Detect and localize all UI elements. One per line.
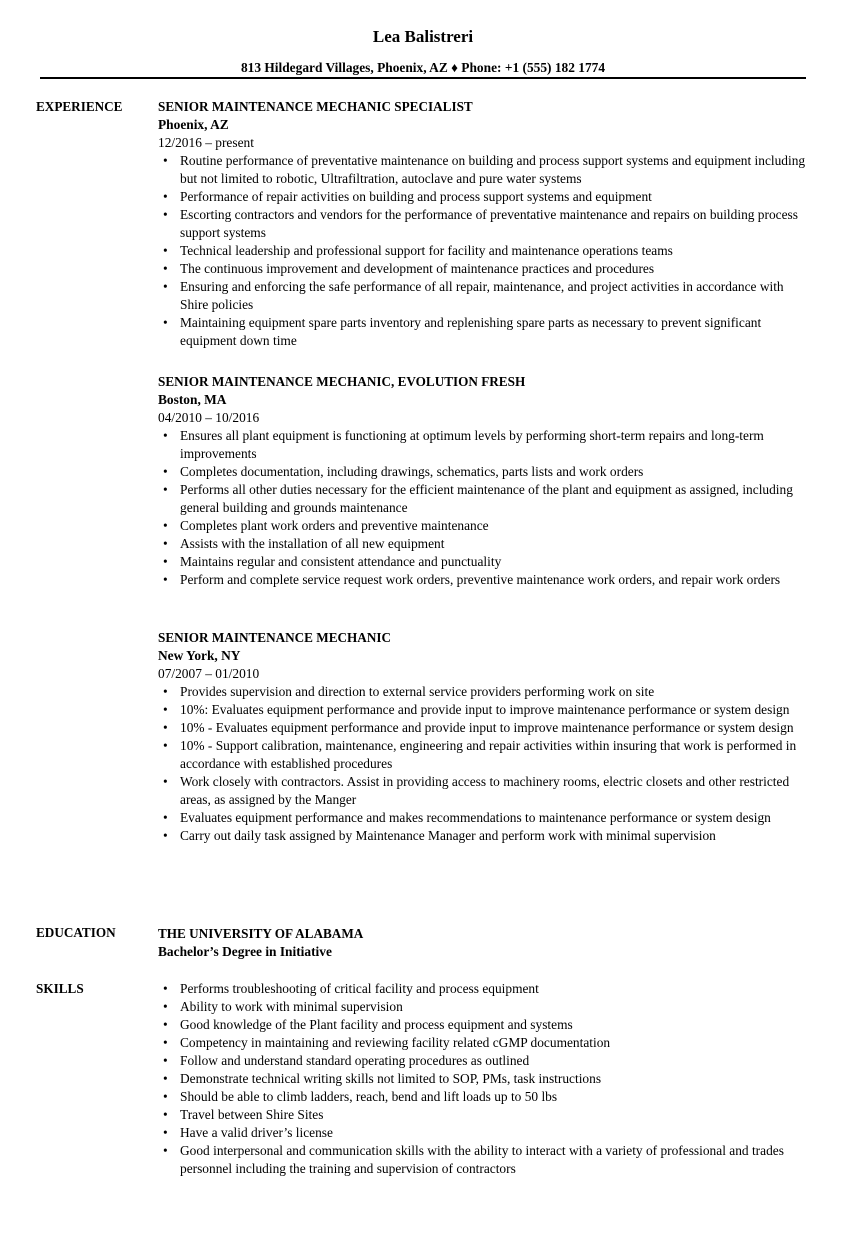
education-section-label: EDUCATION [36,925,116,940]
list-item: • Performance of repair activities on building and process support systems and equipment [158,188,808,206]
list-item: • Perform and complete service request work orders, preventive maintenance work orders, and repair work orders [158,571,808,589]
job-duties-list [158,427,808,589]
job-duties-list [158,152,808,350]
list-item: • 10%: Evaluates equipment performance and provide input to improve maintenance performance or system design [158,701,808,719]
job-dates: 07/2007 – 01/2010 [158,666,260,681]
list-item: • Escorting contractors and vendors for the performance of preventative maintenance and repairs on building process support systems [158,206,808,242]
list-item: • Work closely with contractors. Assist in providing access to machinery rooms, electric closets and other restricted areas, as assigned by the Manger [158,773,808,809]
list-item: • Demonstrate technical writing skills not limited to SOP, PMs, task instructions [158,1070,808,1088]
list-item: • Should be able to climb ladders, reach, bend and lift loads up to 50 lbs [158,1088,808,1106]
list-item: • Completes plant work orders and preventive maintenance [158,517,808,535]
skills-entry [158,980,808,1178]
header-divider [40,77,806,79]
contact-line: 813 Hildegard Villages, Phoenix, AZ ♦ Phone: +1 (555) 182 1774 [240,60,606,75]
school-name: THE UNIVERSITY OF ALABAMA [158,926,364,941]
experience-section-label: EXPERIENCE [36,99,123,114]
job-title: SENIOR MAINTENANCE MECHANIC SPECIALIST [158,99,473,114]
list-item: • Maintaining equipment spare parts inventory and replenishing spare parts as necessary to prevent significant equipment down time [158,314,808,350]
job-dates: 12/2016 – present [158,135,254,150]
job-title: SENIOR MAINTENANCE MECHANIC [158,630,391,645]
list-item: • Performs troubleshooting of critical facility and process equipment [158,980,808,998]
list-item: • Have a valid driver’s license [158,1124,808,1142]
list-item: • Carry out daily task assigned by Maintenance Manager and perform work with minimal supervision [158,827,808,845]
list-item: • Ensuring and enforcing the safe performance of all repair, maintenance, and project activities in accordance with Shire policies [158,278,808,314]
job-entry [158,98,808,350]
job-location: New York, NY [158,648,241,663]
list-item: • Evaluates equipment performance and makes recommendations to maintenance performance or system design [158,809,808,827]
list-item: • Provides supervision and direction to external service providers performing work on site [158,683,808,701]
degree: Bachelor’s Degree in Initiative [158,944,332,959]
job-title: SENIOR MAINTENANCE MECHANIC, EVOLUTION FRESH [158,374,526,389]
list-item: • Travel between Shire Sites [158,1106,808,1124]
list-item: • Competency in maintaining and reviewing facility related cGMP documentation [158,1034,808,1052]
list-item: • Technical leadership and professional support for facility and maintenance operations teams [158,242,808,260]
list-item: • Good interpersonal and communication skills with the ability to interact with a variety of professional and trades personnel including the training and supervision of contractors [158,1142,808,1178]
job-location: Phoenix, AZ [158,117,229,132]
list-item: • Good knowledge of the Plant facility and process equipment and systems [158,1016,808,1034]
list-item: • Performs all other duties necessary for the efficient maintenance of the plant and equipment as assigned, including general building and grounds maintenance [158,481,808,517]
list-item: • Assists with the installation of all new equipment [158,535,808,553]
list-item: • Ability to work with minimal supervision [158,998,808,1016]
job-entry [158,373,808,589]
list-item: • Routine performance of preventative maintenance on building and process support systems and equipment including but not limited to robotic, Ultrafiltration, autoclave and pure water systems [158,152,808,188]
list-item: • Completes documentation, including drawings, schematics, parts lists and work orders [158,463,808,481]
job-dates: 04/2010 – 10/2016 [158,410,260,425]
list-item: • 10% - Support calibration, maintenance, engineering and repair activities within insuring that work is performed in accordance with established procedures [158,737,808,773]
skills-list [158,980,808,1178]
list-item: • Maintains regular and consistent attendance and punctuality [158,553,808,571]
skills-section-label: SKILLS [36,981,84,996]
list-item: • 10% - Evaluates equipment performance and provide input to improve maintenance performance or system design [158,719,808,737]
job-location: Boston, MA [158,392,227,407]
job-entry [158,629,808,845]
candidate-name: Lea Balistreri [372,27,474,46]
job-duties-list [158,683,808,845]
education-entry [158,925,808,961]
list-item: • Ensures all plant equipment is functioning at optimum levels by performing short-term repairs and long-term improvements [158,427,808,463]
list-item: • Follow and understand standard operating procedures as outlined [158,1052,808,1070]
list-item: • The continuous improvement and development of maintenance practices and procedures [158,260,808,278]
